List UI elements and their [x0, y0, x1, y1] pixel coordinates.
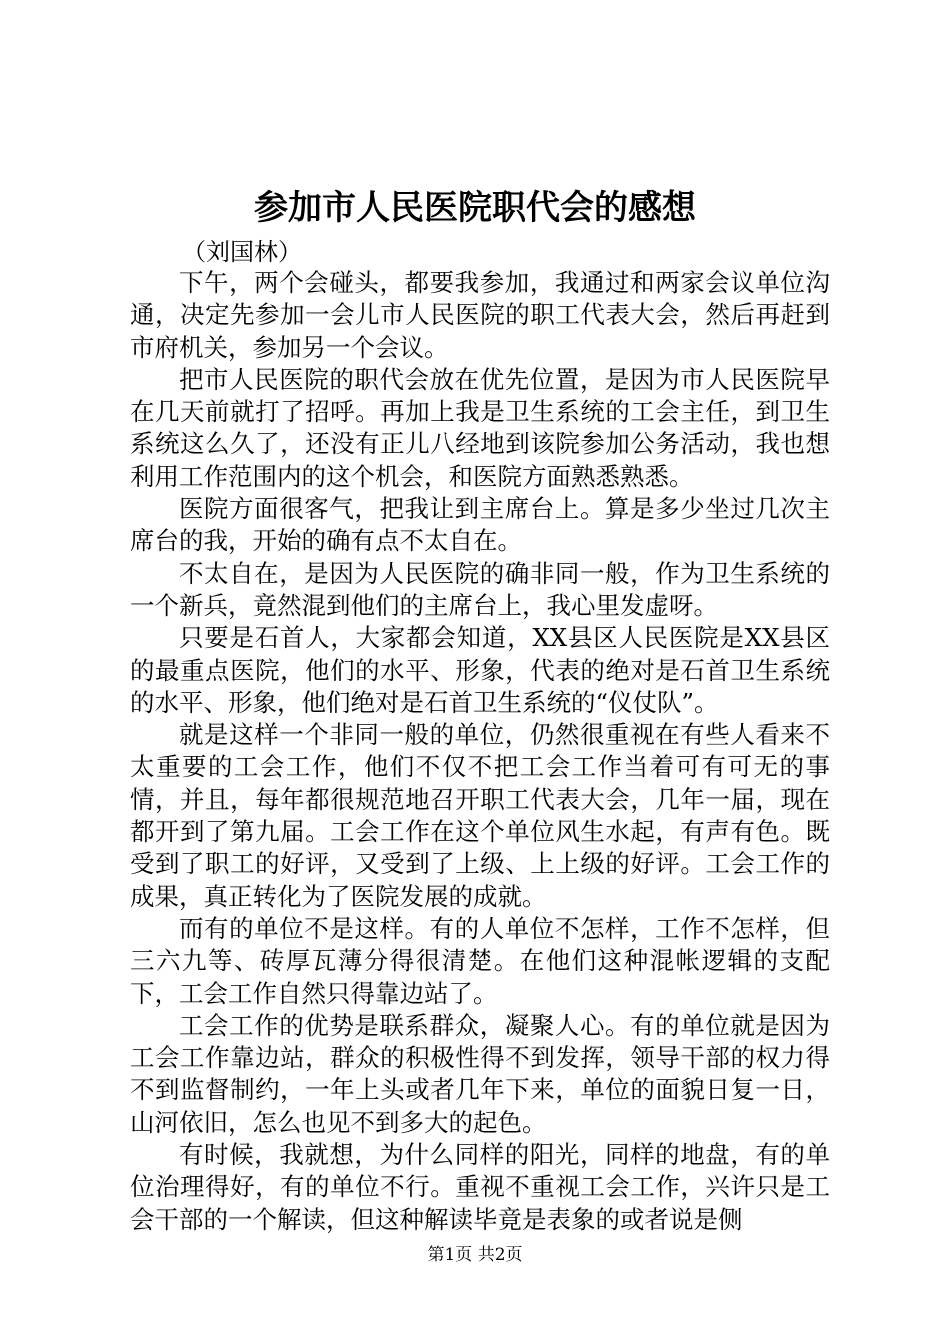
- paragraph: 工会工作的优势是联系群众，凝聚人心。有的单位就是因为工会工作靠边站，群众的积极性得不到发挥，领导干部的权力得不到监督制约，一年上头或者几年下来，单位的面貌日复一日，山河依旧，怎么也见不到多大的起色。: [130, 1010, 830, 1137]
- paragraph: 医院方面很客气，把我让到主席台上。算是多少坐过几次主席台的我，开始的确有点不太自在。: [130, 494, 830, 556]
- paragraph: 有时候，我就想，为什么同样的阳光，同样的地盘，有的单位治理得好，有的单位不行。重视不重视工会工作，兴许只是工会干部的一个解读，但这种解读毕竟是表象的或者说是侧: [130, 1140, 830, 1234]
- page-number-footer: 第1页 共2页: [427, 1245, 523, 1265]
- document-title: 参加市人民医院职代会的感想: [254, 188, 696, 228]
- paragraph: 把市人民医院的职代会放在优先位置，是因为市人民医院早在几天前就打了招呼。再加上我是卫生系统的工会主任，到卫生系统这么久了，还没有正儿八经地到该院参加公务活动，我也想利用工作范围内的这个机会，和医院方面熟悉熟悉。: [130, 364, 830, 491]
- paragraph: 下午，两个会碰头，都要我参加，我通过和两家会议单位沟通，决定先参加一会儿市人民医院的职工代表大会，然后再赶到市府机关，参加另一个会议。: [130, 268, 830, 362]
- paragraph: 只要是石首人，大家都会知道，XX县区人民医院是XX县区的最重点医院，他们的水平、形象，代表的绝对是石首卫生系统的水平、形象，他们绝对是石首卫生系统的“仪仗队”。: [130, 623, 830, 717]
- paragraph: 就是这样一个非同一般的单位，仍然很重视在有些人看来不太重要的工会工作，他们不仅不把工会工作当着可有可无的事情，并且，每年都很规范地召开职工代表大会，几年一届，现在都开到了第九届。工会工作在这个单位风生水起，有声有色。既受到了职工的好评，又受到了上级、上上级的好评。工会工作的成果，真正转化为了医院发展的成就。: [130, 720, 830, 911]
- document-body: [130, 267, 830, 1236]
- paragraph: 不太自在，是因为人民医院的确非同一般，作为卫生系统的一个新兵，竟然混到他们的主席台上，我心里发虚呀。: [130, 558, 830, 620]
- document-author: （刘国林）: [182, 238, 302, 266]
- paragraph: 而有的单位不是这样。有的人单位不怎样，工作不怎样，但三六九等、砖厚瓦薄分得很清楚。在他们这种混帐逻辑的支配下，工会工作自然只得靠边站了。: [130, 913, 830, 1008]
